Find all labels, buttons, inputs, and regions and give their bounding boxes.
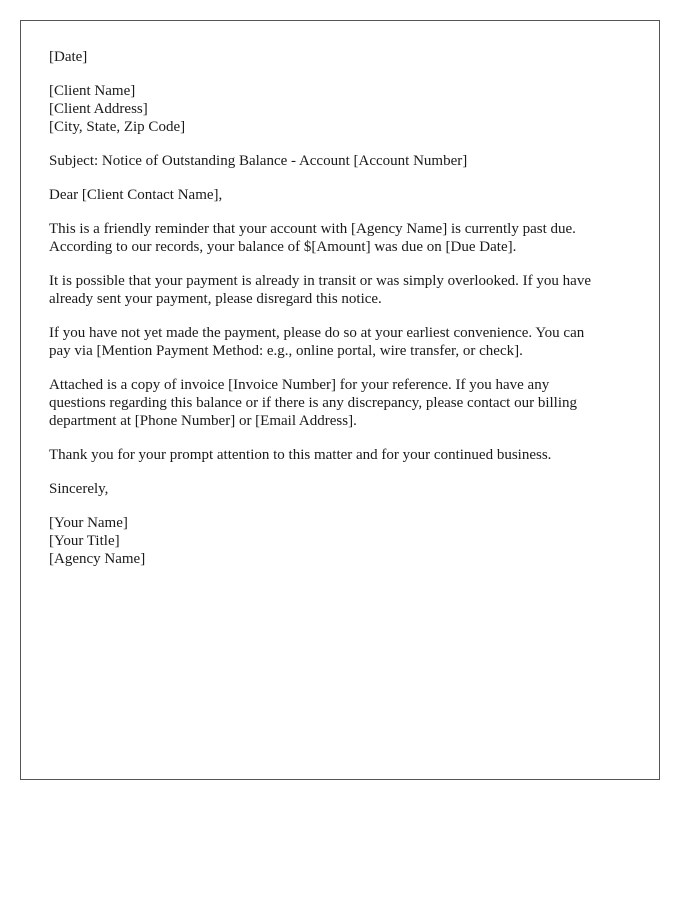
subject-block [49,152,639,170]
paragraph-invoice-contact [49,376,639,430]
paragraph-line: If you have not yet made the payment, please do so at your earliest convenience. You can [49,325,585,341]
paragraph-line: department at [Phone Number] or [Email Address]. [49,413,357,429]
signature-name: [Your Name] [49,515,128,531]
paragraph-payment-method [49,324,639,360]
recipient-name: [Client Name] [49,83,136,99]
paragraph-line: pay via [Mention Payment Method: e.g., online portal, wire transfer, or check]. [49,343,523,359]
paragraph-line: questions regarding this balance or if there is any discrepancy, please contact our billing [49,395,578,411]
paragraph-thank-you [49,446,639,464]
recipient-address-block [49,82,639,136]
recipient-address: [Client Address] [49,101,148,117]
signature-block [49,514,639,568]
letter-salutation: Dear [Client Contact Name], [49,187,223,203]
letter-closing: Sincerely, [49,481,109,497]
date-block [49,48,639,66]
paragraph-line: This is a friendly reminder that your account with [Agency Name] is currently past due. [49,221,576,237]
closing-block [49,480,639,498]
paragraph-in-transit [49,272,639,308]
recipient-city-state-zip: [City, State, Zip Code] [49,119,186,135]
paragraph-line: Thank you for your prompt attention to this matter and for your continued business. [49,447,552,463]
signature-agency: [Agency Name] [49,551,146,567]
letter-page [20,20,660,780]
salutation-block [49,186,639,204]
paragraph-past-due [49,220,639,256]
paragraph-line: Attached is a copy of invoice [Invoice Number] for your reference. If you have any [49,377,550,393]
paragraph-line: already sent your payment, please disregard this notice. [49,291,382,307]
signature-title: [Your Title] [49,533,120,549]
letter-date: [Date] [49,49,88,65]
letter-body [49,48,639,584]
paragraph-line: According to our records, your balance of $[Amount] was due on [Due Date]. [49,239,517,255]
letter-subject: Subject: Notice of Outstanding Balance - Account [Account Number] [49,153,468,169]
paragraph-line: It is possible that your payment is already in transit or was simply overlooked. If you have [49,273,591,289]
